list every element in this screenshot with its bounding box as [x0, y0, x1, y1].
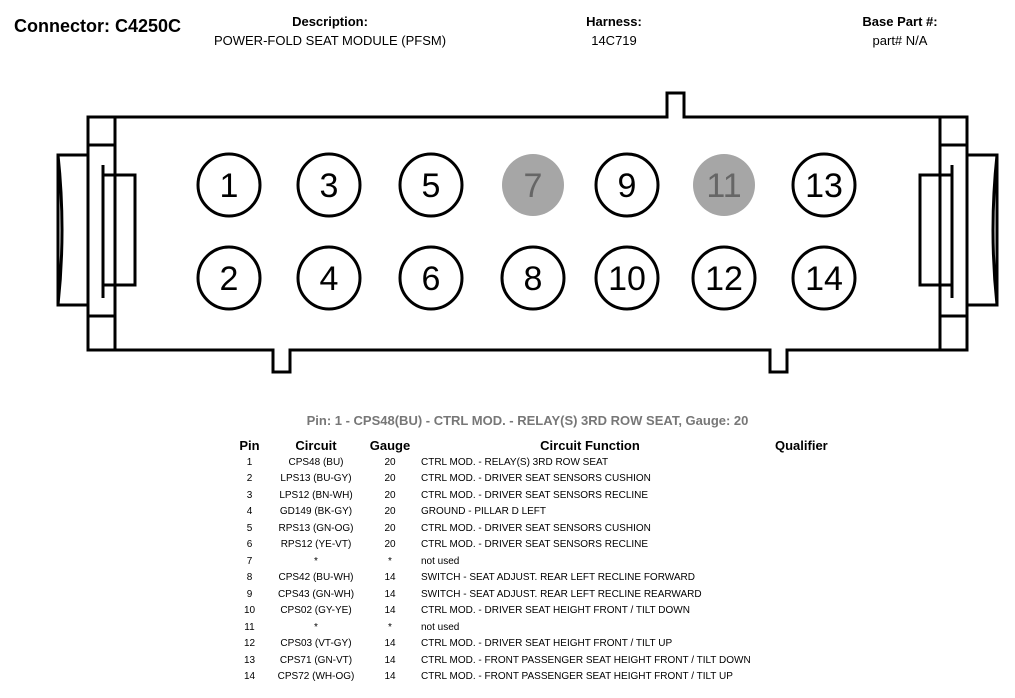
row-gauge: 20 — [384, 473, 396, 485]
row-pin: 11 — [244, 621, 255, 633]
row-gauge: * — [388, 621, 392, 633]
row-qualifier — [765, 487, 899, 504]
row-qualifier — [765, 454, 899, 471]
description-label: Description: — [292, 14, 368, 29]
row-function: SWITCH - SEAT ADJUST. REAR LEFT RECLINE REARWARD — [421, 588, 702, 600]
row-pin: 4 — [246, 506, 253, 518]
right-latch — [920, 145, 997, 316]
table-row — [232, 619, 899, 636]
row-qualifier — [765, 603, 899, 620]
row-circuit: GD149 (BK-GY) — [279, 506, 353, 518]
header-circuit: Circuit — [295, 437, 337, 453]
table-row — [232, 570, 899, 587]
row-qualifier — [765, 553, 899, 570]
row-function: SWITCH - SEAT ADJUST. REAR LEFT RECLINE FORWARD — [421, 572, 695, 584]
pin-table — [232, 436, 899, 685]
row-function: GROUND - PILLAR D LEFT — [421, 506, 547, 518]
row-circuit: CPS71 (GN-VT) — [279, 654, 353, 666]
row-circuit: CPS48 (BU) — [288, 456, 344, 468]
row-pin: 10 — [243, 605, 256, 617]
row-circuit: * — [314, 621, 318, 633]
pin-2-label: 2 — [219, 260, 239, 298]
row-qualifier — [765, 520, 899, 537]
row-pin: 7 — [246, 555, 253, 567]
connector-housing — [58, 93, 997, 372]
row-qualifier — [765, 504, 899, 521]
table-row — [232, 537, 899, 554]
row-qualifier — [765, 537, 899, 554]
row-function: CTRL MOD. - DRIVER SEAT SENSORS CUSHION — [421, 522, 651, 534]
pin-7-label: 7 — [523, 167, 543, 205]
row-circuit: RPS12 (YE-VT) — [280, 539, 352, 551]
header-pin: Pin — [239, 437, 260, 453]
pin-10-label: 10 — [608, 260, 646, 298]
pin-5-label: 5 — [421, 167, 441, 205]
row-function: not used — [421, 555, 460, 567]
row-function: CTRL MOD. - RELAY(S) 3RD ROW SEAT — [421, 456, 609, 468]
pin-8-label: 8 — [523, 260, 543, 298]
housing-outline — [88, 93, 967, 372]
pin-4-label: 4 — [319, 260, 339, 298]
pin-9-label: 9 — [617, 167, 637, 205]
table-row — [232, 487, 899, 504]
pin-3-label: 3 — [319, 167, 339, 205]
row-gauge: 20 — [384, 539, 396, 551]
row-circuit: CPS03 (VT-GY) — [280, 638, 352, 650]
table-row — [232, 603, 899, 620]
corner-top-right — [940, 117, 967, 145]
description-value: POWER-FOLD SEAT MODULE (PFSM) — [213, 33, 447, 48]
row-gauge: 20 — [384, 522, 396, 534]
pin-12-label: 12 — [705, 260, 743, 298]
harness-value: 14C719 — [591, 33, 637, 48]
pin-1-label: 1 — [219, 167, 239, 205]
row-gauge: 20 — [384, 506, 396, 518]
row-pin: 5 — [246, 522, 253, 534]
table-row — [232, 586, 899, 603]
header-function: Circuit Function — [540, 437, 640, 453]
row-gauge: 14 — [384, 638, 396, 650]
table-row — [232, 454, 899, 471]
table-row — [232, 652, 899, 669]
base-part-value: part# N/A — [872, 33, 928, 48]
header-gauge: Gauge — [369, 437, 411, 453]
left-latch — [58, 145, 135, 316]
row-function: CTRL MOD. - DRIVER SEAT SENSORS CUSHION — [421, 473, 651, 485]
row-function: CTRL MOD. - DRIVER SEAT HEIGHT FRONT / TILT UP — [421, 638, 673, 650]
row-gauge: * — [388, 555, 392, 567]
row-qualifier — [765, 570, 899, 587]
row-pin: 12 — [243, 638, 256, 650]
row-circuit: CPS02 (GY-YE) — [280, 605, 352, 617]
row-gauge: 20 — [384, 489, 396, 501]
row-pin: 14 — [243, 671, 256, 683]
row-qualifier — [765, 471, 899, 488]
pin-6-label: 6 — [421, 260, 441, 298]
row-qualifier — [765, 669, 899, 686]
row-function: CTRL MOD. - DRIVER SEAT HEIGHT FRONT / TILT DOWN — [421, 605, 690, 617]
corner-bottom-left — [88, 316, 115, 350]
table-row — [232, 636, 899, 653]
row-gauge: 14 — [384, 671, 396, 683]
row-pin: 9 — [246, 588, 253, 600]
row-pin: 2 — [246, 473, 253, 485]
row-circuit: CPS72 (WH-OG) — [277, 671, 355, 683]
row-function: CTRL MOD. - DRIVER SEAT SENSORS RECLINE — [421, 539, 649, 551]
corner-top-left — [88, 117, 115, 145]
row-pin: 13 — [243, 654, 256, 666]
row-qualifier — [765, 636, 899, 653]
corner-bottom-right — [940, 316, 967, 350]
table-row — [232, 553, 899, 570]
table-row — [232, 504, 899, 521]
row-pin: 1 — [246, 456, 253, 468]
base-part-label: Base Part #: — [862, 14, 938, 29]
pin-grid — [198, 154, 855, 309]
table-row — [232, 669, 899, 686]
row-circuit: LPS12 (BN-WH) — [279, 489, 353, 501]
row-circuit: RPS13 (GN-OG) — [278, 522, 354, 534]
pin-13-label: 13 — [805, 167, 843, 205]
row-circuit: LPS13 (BU-GY) — [280, 473, 352, 485]
table-header-row — [232, 436, 899, 454]
row-gauge: 14 — [384, 654, 396, 666]
row-function: CTRL MOD. - DRIVER SEAT SENSORS RECLINE — [421, 489, 649, 501]
row-pin: 6 — [246, 539, 253, 551]
row-circuit: * — [314, 555, 318, 567]
pin-11-label: 11 — [706, 167, 742, 205]
row-qualifier — [765, 652, 899, 669]
row-gauge: 14 — [384, 605, 396, 617]
row-qualifier — [765, 586, 899, 603]
row-gauge: 14 — [384, 572, 396, 584]
row-pin: 8 — [246, 572, 253, 584]
row-pin: 3 — [246, 489, 253, 501]
row-function: CTRL MOD. - FRONT PASSENGER SEAT HEIGHT FRONT / TILT UP — [421, 671, 733, 683]
table-row — [232, 520, 899, 537]
table-row — [232, 471, 899, 488]
pin-summary: Pin: 1 - CPS48(BU) - CTRL MOD. - RELAY(S) 3RD ROW SEAT, Gauge: 20 — [306, 413, 749, 428]
row-function: not used — [421, 621, 460, 633]
header-qualifier: Qualifier — [775, 437, 828, 453]
row-qualifier — [765, 619, 899, 636]
pin-14-label: 14 — [805, 260, 843, 298]
harness-label: Harness: — [586, 14, 642, 29]
row-gauge: 14 — [384, 588, 396, 600]
row-circuit: CPS43 (GN-WH) — [277, 588, 355, 600]
row-function: CTRL MOD. - FRONT PASSENGER SEAT HEIGHT FRONT / TILT DOWN — [421, 654, 751, 666]
connector-title: Connector: C4250C — [14, 16, 182, 36]
row-gauge: 20 — [384, 456, 396, 468]
row-circuit: CPS42 (BU-WH) — [278, 572, 354, 584]
